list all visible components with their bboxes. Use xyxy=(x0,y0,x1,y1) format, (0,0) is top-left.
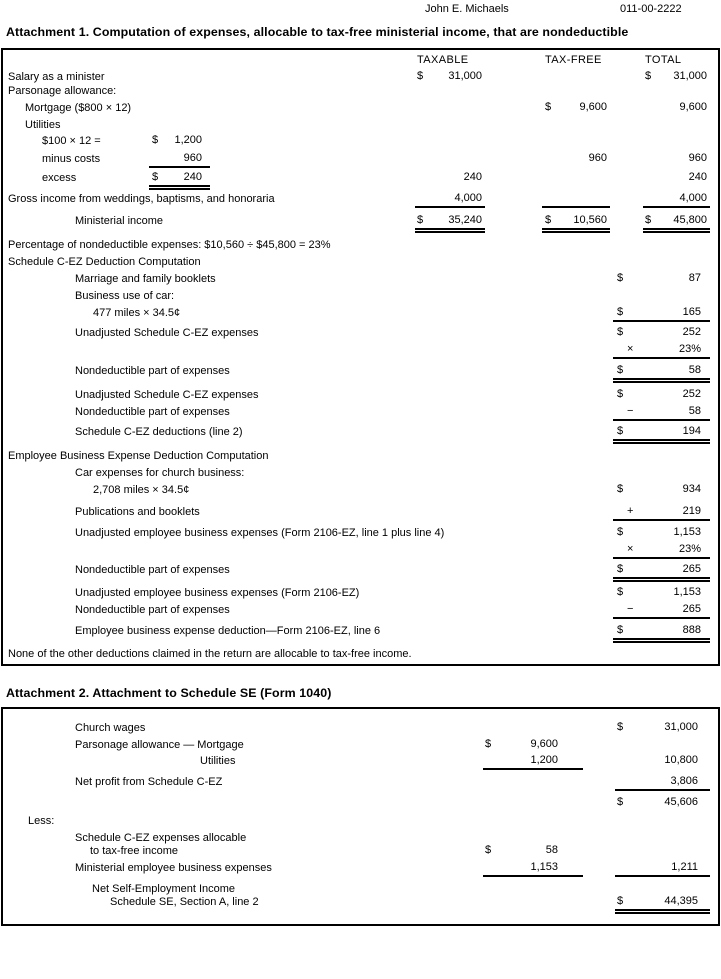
table-row xyxy=(3,775,718,791)
row-label: to tax-free income xyxy=(90,845,179,857)
amount: 252 xyxy=(682,388,701,400)
amount: 45,800 xyxy=(673,214,707,226)
amount: 3,806 xyxy=(670,775,698,787)
table-row xyxy=(3,326,718,342)
table-row xyxy=(3,624,718,640)
table-row xyxy=(3,343,718,359)
amount: 1,153 xyxy=(673,586,701,598)
row-label: Schedule C-EZ Deduction Computation xyxy=(8,256,201,268)
row-label: Ministerial employee business expenses xyxy=(75,862,272,874)
table-row xyxy=(3,738,718,754)
currency-sign: $ xyxy=(617,796,624,808)
row-label: Schedule C-EZ expenses allocable xyxy=(75,832,247,844)
table-row xyxy=(3,84,718,100)
amount: 219 xyxy=(682,505,701,517)
amount: 9,600 xyxy=(679,101,707,113)
table-row xyxy=(3,101,718,117)
cell-subamount xyxy=(483,738,583,754)
table-row xyxy=(3,289,718,305)
currency-sign: $ xyxy=(617,895,624,907)
table-row xyxy=(3,526,718,542)
header-taxfree xyxy=(542,54,610,70)
cell-computation xyxy=(149,134,210,150)
row-label: Unadjusted employee business expenses (Form 2106-EZ) xyxy=(75,587,360,599)
cell-total xyxy=(643,101,710,117)
row-label: Unadjusted Schedule C-EZ expenses xyxy=(75,389,259,401)
row-label: Nondeductible part of expenses xyxy=(75,406,230,418)
row-label: Unadjusted Schedule C-EZ expenses xyxy=(75,327,259,339)
row-label: None of the other deductions claimed in the return are allocable to tax-free income. xyxy=(8,648,412,660)
cell-amount xyxy=(613,405,710,421)
amount: 888 xyxy=(682,624,701,636)
currency-sign: $ xyxy=(545,101,552,113)
amount: 1,211 xyxy=(671,861,698,873)
row-label: Net Self-Employment Income xyxy=(92,883,236,895)
cell-total xyxy=(615,895,710,911)
table-row xyxy=(3,272,718,288)
row-label: Unadjusted employee business expenses (Form 2106-EZ, line 1 plus line 4) xyxy=(75,527,445,539)
amount: 31,000 xyxy=(664,721,698,733)
cell-amount xyxy=(613,624,710,640)
amount: 58 xyxy=(688,364,701,376)
currency-sign: $ xyxy=(485,844,492,856)
row-label: Utilities xyxy=(200,755,236,767)
cell-amount xyxy=(613,526,710,542)
table-row xyxy=(3,364,718,380)
table-row xyxy=(3,118,718,134)
plus-sign: + xyxy=(627,505,634,517)
amount: 23% xyxy=(678,343,701,355)
cell-computation xyxy=(149,171,210,187)
amount: 23% xyxy=(678,543,701,555)
cell-amount xyxy=(613,343,710,359)
row-label: Nondeductible part of expenses xyxy=(75,365,230,377)
cell-total xyxy=(643,192,710,208)
currency-sign: $ xyxy=(617,526,624,538)
taxpayer-id: 011-00-2222 xyxy=(620,3,682,15)
row-label: Schedule SE, Section A, line 2 xyxy=(110,896,259,908)
amount: 1,153 xyxy=(530,861,558,873)
header-label: TAXABLE xyxy=(417,54,469,66)
table-row xyxy=(3,483,718,499)
cell-total xyxy=(615,796,710,812)
currency-sign: $ xyxy=(617,624,624,636)
row-label: 477 miles × 34.5¢ xyxy=(93,307,181,319)
currency-sign: $ xyxy=(617,563,624,575)
row-label: Nondeductible part of expenses xyxy=(75,604,230,616)
cell-total xyxy=(615,754,710,770)
cell-taxfree xyxy=(542,192,610,208)
attachment2-table xyxy=(1,707,720,926)
table-row xyxy=(3,134,718,150)
currency-sign: $ xyxy=(617,721,624,733)
row-label: Publications and booklets xyxy=(75,506,200,518)
row-label: Parsonage allowance — Mortgage xyxy=(75,739,244,751)
cell-taxable xyxy=(415,192,485,208)
column-header-row xyxy=(3,54,718,70)
row-label: Less: xyxy=(28,815,55,827)
amount: 265 xyxy=(682,603,701,615)
currency-sign: $ xyxy=(485,738,492,750)
row-label: $100 × 12 = xyxy=(42,135,101,147)
table-row xyxy=(3,214,718,230)
row-label: 2,708 miles × 34.5¢ xyxy=(93,484,190,496)
row-label: excess xyxy=(42,172,77,184)
amount: 9,600 xyxy=(530,738,558,750)
table-row xyxy=(3,388,718,404)
amount: 1,153 xyxy=(673,526,701,538)
amount: 165 xyxy=(682,306,701,318)
cell-computation xyxy=(149,152,210,168)
row-label: Schedule C-EZ deductions (line 2) xyxy=(75,426,243,438)
row-label: Utilities xyxy=(25,119,61,131)
cell-amount xyxy=(613,425,710,441)
cell-total xyxy=(615,861,710,877)
table-row xyxy=(3,861,718,877)
cell-amount xyxy=(613,272,710,288)
cell-taxfree xyxy=(542,152,610,168)
currency-sign: $ xyxy=(152,171,159,183)
row-label: Employee business expense deduction—Form 2106-EZ, line 6 xyxy=(75,625,381,637)
table-row xyxy=(3,895,718,911)
amount: 252 xyxy=(682,326,701,338)
amount: 31,000 xyxy=(448,70,482,82)
currency-sign: $ xyxy=(417,214,424,226)
amount: 265 xyxy=(682,563,701,575)
table-row xyxy=(3,449,718,465)
cell-total xyxy=(643,152,710,168)
row-label: Parsonage allowance: xyxy=(8,85,117,97)
cell-subamount xyxy=(483,861,583,877)
cell-total xyxy=(615,721,710,737)
attachment1-title: Attachment 1. Computation of expenses, allocable to tax-free ministerial income, that are nondeductible xyxy=(6,25,629,39)
table-row xyxy=(3,754,718,770)
amount: 934 xyxy=(682,483,701,495)
table-row xyxy=(3,814,718,830)
cell-total xyxy=(643,171,710,187)
attachment2-title: Attachment 2. Attachment to Schedule SE (Form 1040) xyxy=(6,686,332,700)
amount: 240 xyxy=(688,171,707,183)
amount: 10,800 xyxy=(664,754,698,766)
cell-total xyxy=(615,775,710,791)
amount: 9,600 xyxy=(579,101,607,113)
table-row xyxy=(3,586,718,602)
table-row xyxy=(3,405,718,421)
header-taxable xyxy=(415,54,485,70)
currency-sign: $ xyxy=(617,425,624,437)
row-label: Marriage and family booklets xyxy=(75,273,216,285)
amount: 45,606 xyxy=(664,796,698,808)
minus-sign: − xyxy=(627,603,634,615)
cell-amount xyxy=(613,586,710,602)
amount: 960 xyxy=(588,152,607,164)
amount: 240 xyxy=(463,171,482,183)
amount: 44,395 xyxy=(664,895,698,907)
amount: 87 xyxy=(688,272,701,284)
cell-taxable xyxy=(415,214,485,230)
taxpayer-name: John E. Michaels xyxy=(425,3,509,15)
currency-sign: $ xyxy=(645,214,652,226)
amount: 1,200 xyxy=(530,754,558,766)
cell-subamount xyxy=(483,844,583,860)
row-label: Car expenses for church business: xyxy=(75,467,245,479)
cell-amount xyxy=(613,306,710,322)
table-row xyxy=(3,466,718,482)
cell-amount xyxy=(613,388,710,404)
currency-sign: $ xyxy=(617,586,624,598)
amount: 960 xyxy=(183,152,202,164)
row-label: Church wages xyxy=(75,722,146,734)
row-label: minus costs xyxy=(42,153,101,165)
table-row xyxy=(3,647,718,663)
minus-sign: − xyxy=(627,405,634,417)
amount: 1,200 xyxy=(174,134,202,146)
cell-amount xyxy=(613,505,710,521)
amount: 960 xyxy=(688,152,707,164)
currency-sign: $ xyxy=(645,70,652,82)
cell-total xyxy=(643,214,710,230)
table-row xyxy=(3,171,718,187)
table-row xyxy=(3,543,718,559)
currency-sign: $ xyxy=(617,306,624,318)
cell-amount xyxy=(613,364,710,380)
currency-sign: $ xyxy=(617,483,624,495)
table-row xyxy=(3,425,718,441)
amount: 58 xyxy=(688,405,701,417)
cell-taxfree xyxy=(542,101,610,117)
row-label: Employee Business Expense Deduction Computation xyxy=(8,450,269,462)
table-row xyxy=(3,563,718,579)
amount: 240 xyxy=(183,171,202,183)
currency-sign: $ xyxy=(617,326,624,338)
row-label: Gross income from weddings, baptisms, and honoraria xyxy=(8,193,275,205)
table-row xyxy=(3,238,718,254)
amount: 35,240 xyxy=(448,214,482,226)
cell-amount xyxy=(613,326,710,342)
table-row xyxy=(3,603,718,619)
cell-amount xyxy=(613,603,710,619)
table-row xyxy=(3,844,718,860)
cell-subamount xyxy=(483,754,583,770)
multiply-sign: × xyxy=(627,343,634,355)
amount: 4,000 xyxy=(454,192,482,204)
table-row xyxy=(3,505,718,521)
cell-taxfree xyxy=(542,214,610,230)
currency-sign: $ xyxy=(417,70,424,82)
currency-sign: $ xyxy=(545,214,552,226)
row-label: Business use of car: xyxy=(75,290,175,302)
currency-sign: $ xyxy=(617,388,624,400)
attachment1-table xyxy=(1,48,720,666)
table-row xyxy=(3,255,718,271)
row-label: Salary as a minister xyxy=(8,71,105,83)
header-total xyxy=(643,54,710,70)
currency-sign: $ xyxy=(152,134,159,146)
row-label: Percentage of nondeductible expenses: $10,560 ÷ $45,800 = 23% xyxy=(8,239,331,251)
amount: 4,000 xyxy=(679,192,707,204)
cell-taxable xyxy=(415,171,485,187)
header-label: TOTAL xyxy=(645,54,682,66)
header-label: TAX-FREE xyxy=(545,54,602,66)
cell-amount xyxy=(613,483,710,499)
row-label: Mortgage ($800 × 12) xyxy=(25,102,132,114)
amount: 194 xyxy=(682,425,701,437)
table-row xyxy=(3,152,718,168)
multiply-sign: × xyxy=(627,543,634,555)
amount: 10,560 xyxy=(573,214,607,226)
amount: 58 xyxy=(545,844,558,856)
table-row xyxy=(3,192,718,208)
table-row xyxy=(3,721,718,737)
currency-sign: $ xyxy=(617,272,624,284)
table-row xyxy=(3,796,718,812)
amount: 31,000 xyxy=(673,70,707,82)
currency-sign: $ xyxy=(617,364,624,376)
row-label: Net profit from Schedule C-EZ xyxy=(75,776,223,788)
cell-amount xyxy=(613,563,710,579)
row-label: Nondeductible part of expenses xyxy=(75,564,230,576)
row-label: Ministerial income xyxy=(75,215,164,227)
cell-amount xyxy=(613,543,710,559)
table-row xyxy=(3,306,718,322)
